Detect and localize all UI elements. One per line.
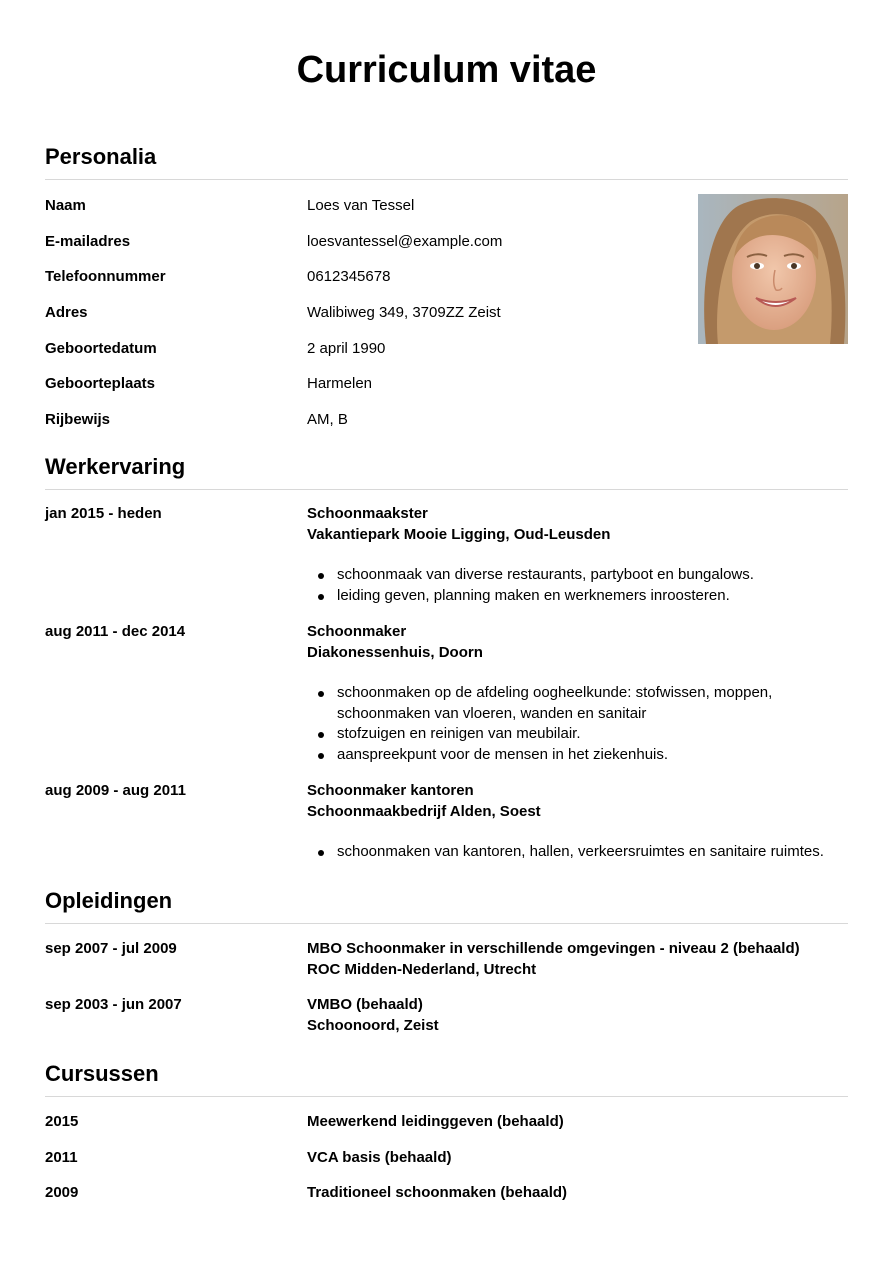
field-label: Geboorteplaats <box>45 375 156 392</box>
section-opleidingen <box>45 887 848 1034</box>
course-year: 2009 <box>45 1184 79 1201</box>
work-period: aug 2009 - aug 2011 <box>45 782 186 799</box>
section-werkervaring <box>45 453 848 860</box>
section-heading: Opleidingen <box>45 888 173 913</box>
field-value: Walibiweg 349, 3709ZZ Zeist <box>307 304 501 321</box>
work-organisation: Schoonmaakbedrijf Alden, Soest <box>307 803 541 820</box>
work-entry <box>45 780 848 860</box>
list-item: schoonmaak van diverse restaurants, partyboot en bungalows. <box>307 565 848 586</box>
section-heading: Cursussen <box>45 1061 159 1086</box>
work-organisation: Diakonessenhuis, Doorn <box>307 644 483 661</box>
list-item: aanspreekpunt voor de mensen in het ziekenhuis. <box>307 745 807 766</box>
course-name: Traditioneel schoonmaken (behaald) <box>307 1184 568 1201</box>
course-name: Meewerkend leidinggeven (behaald) <box>307 1113 564 1130</box>
education-name: MBO Schoonmaker in verschillende omgevingen - niveau 2 (behaald) <box>307 940 800 957</box>
section-heading: Personalia <box>45 144 157 169</box>
course-year: 2011 <box>45 1149 78 1166</box>
work-role: Schoonmaker <box>307 623 407 640</box>
education-period: sep 2003 - jun 2007 <box>45 996 182 1013</box>
education-school: Schoonoord, Zeist <box>307 1017 439 1034</box>
education-period: sep 2007 - jul 2009 <box>45 940 177 957</box>
work-role: Schoonmaker kantoren <box>307 782 474 799</box>
work-tasks <box>307 842 848 863</box>
field-label: Naam <box>45 197 86 214</box>
education-entry <box>45 938 848 980</box>
course-year: 2015 <box>45 1113 79 1130</box>
field-label: Telefoonnummer <box>45 268 166 285</box>
course-entry <box>45 1182 848 1203</box>
work-organisation: Vakantiepark Mooie Ligging, Oud-Leusden <box>307 526 611 543</box>
course-name: VCA basis (behaald) <box>307 1149 452 1166</box>
work-entry <box>45 503 848 604</box>
section-divider <box>45 1096 848 1097</box>
work-entry <box>45 621 848 764</box>
course-entry <box>45 1147 848 1168</box>
work-period: aug 2011 - dec 2014 <box>45 623 186 640</box>
section-cursussen <box>45 1060 848 1201</box>
section-heading: Werkervaring <box>45 454 186 479</box>
education-name: VMBO (behaald) <box>307 996 423 1013</box>
field-label: Geboortedatum <box>45 340 157 357</box>
field-value: 0612345678 <box>307 268 391 285</box>
list-item: schoonmaken van kantoren, hallen, verkeersruimtes en sanitaire ruimtes. <box>307 842 848 863</box>
field-label: Adres <box>45 304 88 321</box>
field-value: 2 april 1990 <box>307 340 386 357</box>
work-period: jan 2015 - heden <box>45 505 162 522</box>
education-school: ROC Midden-Nederland, Utrecht <box>307 961 537 978</box>
section-divider <box>45 923 848 924</box>
list-item: schoonmaken op de afdeling oogheelkunde: stofwissen, moppen, schoonmaken van vloeren, wanden en sanitair <box>307 683 807 724</box>
list-item: stofzuigen en reinigen van meubilair. <box>307 724 807 745</box>
field-value: Harmelen <box>307 375 373 392</box>
field-value: loesvantessel@example.com <box>307 233 503 250</box>
page-title: Curriculum vitae <box>296 49 597 91</box>
field-label: E-mailadres <box>45 233 131 250</box>
field-value: AM, B <box>307 411 348 428</box>
field-value: Loes van Tessel <box>307 197 415 214</box>
section-divider <box>45 489 848 490</box>
field-label: Rijbewijs <box>45 411 111 428</box>
profile-photo <box>698 194 848 344</box>
work-tasks <box>307 683 807 766</box>
work-role: Schoonmaakster <box>307 505 428 522</box>
work-tasks <box>307 565 848 606</box>
list-item: leiding geven, planning maken en werknemers inroosteren. <box>307 586 848 607</box>
education-entry <box>45 994 848 1036</box>
course-entry <box>45 1111 848 1132</box>
